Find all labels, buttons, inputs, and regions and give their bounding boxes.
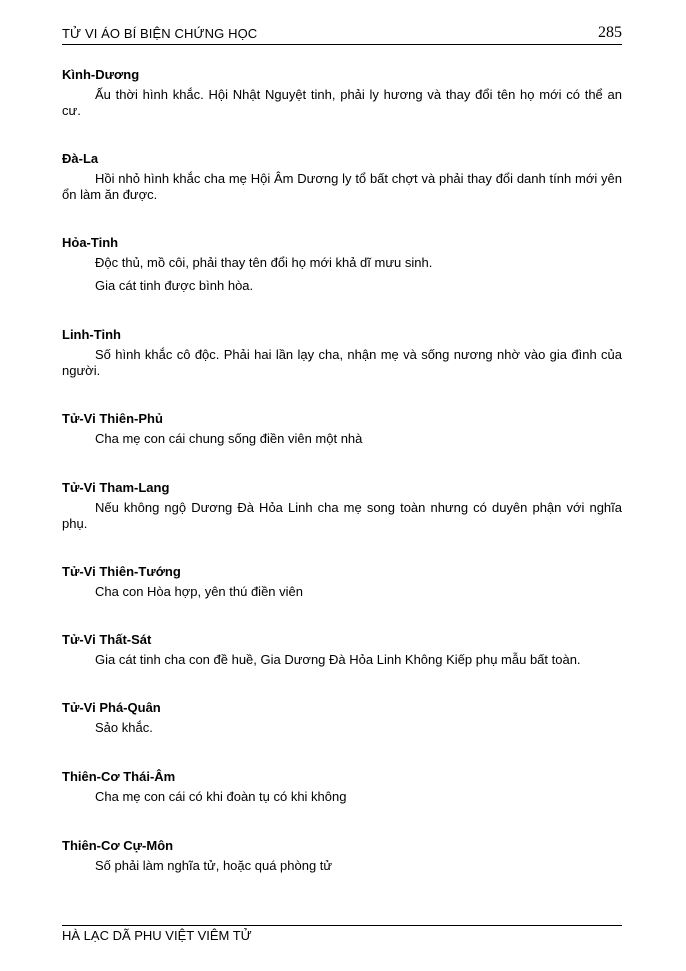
entry-title: Thiên-Cơ Thái-Âm [62, 769, 176, 784]
entry-paragraph: Gia cát tinh được bình hòa. [95, 278, 254, 293]
entry-kinh-duong [62, 66, 622, 119]
entry-title: Linh-Tinh [62, 327, 121, 342]
entry-paragraph: Ấu thời hình khắc. Hội Nhật Nguyệt tinh, phải ly hương và thay đổi tên họ mới có thể an cư. [62, 87, 622, 118]
entry-paragraph: Số phải làm nghĩa tử, hoặc quá phòng tử [95, 858, 333, 873]
entry-da-la [62, 150, 622, 203]
entry-paragraph: Cha mẹ con cái chung sống điền viên một nhà [95, 431, 363, 446]
entry-title: Thiên-Cơ Cự-Môn [62, 838, 174, 853]
entry-paragraph: Độc thủ, mồ côi, phải thay tên đổi họ mới khả dĩ mưu sinh. [95, 255, 433, 270]
page-footer [62, 925, 622, 943]
entry-paragraph: Cha con Hòa hợp, yên thú điền viên [95, 584, 303, 599]
entry-linh-tinh [62, 326, 622, 379]
entry-title: Tử-Vi Thiên-Phủ [62, 411, 163, 426]
entry-title: Tử-Vi Tham-Lang [62, 480, 170, 495]
entry-paragraph: Nếu không ngộ Dương Đà Hỏa Linh cha mẹ song toàn nhưng có duyên phận với nghĩa phụ. [62, 500, 622, 531]
entry-hoa-tinh [62, 234, 622, 294]
entry-title: Hỏa-Tinh [62, 235, 119, 250]
entry-title: Kình-Dương [62, 67, 140, 82]
entry-thien-co-cu-mon [62, 837, 622, 874]
entry-tu-vi-thien-phu [62, 410, 622, 447]
entry-paragraph: Sảo khắc. [95, 720, 153, 735]
footer-author: HÀ LẠC DÃ PHU VIỆT VIÊM TỬ [62, 928, 252, 943]
entry-tu-vi-pha-quan [62, 699, 622, 736]
entry-paragraph: Số hình khắc cô độc. Phải hai lần lạy cha, nhận mẹ và sống nương nhờ vào gia đình của người. [62, 347, 622, 378]
entry-title: Đà-La [62, 151, 99, 166]
entry-tu-vi-thien-tuong [62, 563, 622, 600]
entry-paragraph: Cha mẹ con cái có khi đoàn tụ có khi không [95, 789, 347, 804]
book-title: TỬ VI ÁO BÍ BIỆN CHỨNG HỌC [62, 26, 258, 41]
entry-title: Tử-Vi Thiên-Tướng [62, 564, 181, 579]
entry-tu-vi-tham-lang [62, 479, 622, 532]
entry-tu-vi-that-sat [62, 631, 622, 668]
entry-paragraph: Hồi nhỏ hình khắc cha mẹ Hội Âm Dương ly tổ bất chợt và phải thay đổi danh tính mới yên ổn làm ăn được. [62, 171, 622, 202]
page-header [62, 24, 622, 45]
entry-title: Tử-Vi Phá-Quân [62, 700, 161, 715]
page-number: 285 [598, 24, 622, 41]
entry-thien-co-thai-am [62, 768, 622, 805]
entry-paragraph: Gia cát tinh cha con đề huề, Gia Dương Đà Hỏa Linh Không Kiếp phụ mẫu bất toàn. [95, 652, 581, 667]
entry-title: Tử-Vi Thất-Sát [62, 632, 152, 647]
